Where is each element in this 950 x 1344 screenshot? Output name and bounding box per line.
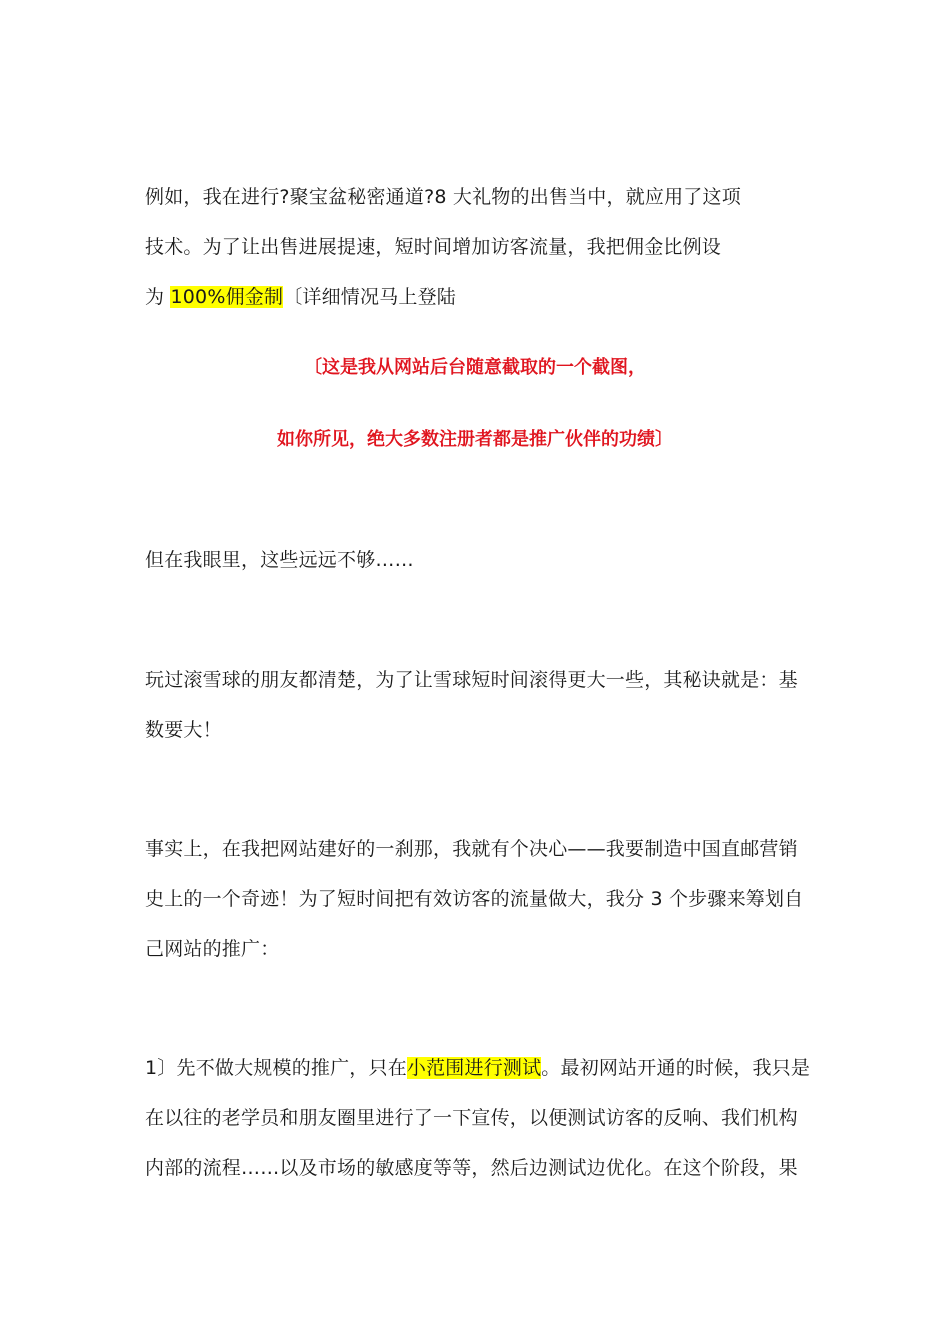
text-line: 史上的一个奇迹！为了短时间把有效访客的流量做大，我分 3 个步骤来筹划自: [145, 888, 804, 910]
text-line: [145, 1043, 813, 1093]
screenshot-caption-line-2: 如你所见，绝大多数注册者都是推广伙伴的功绩〕: [277, 429, 673, 450]
paragraph-snowball: [145, 655, 813, 755]
text-segment: 1〕先不做大规模的推广，只在: [145, 1057, 407, 1079]
text-line: 己网站的推广：: [145, 938, 280, 960]
text-line: 例如，我在进行?聚宝盆秘密通道?8 大礼物的出售当中，就应用了这项: [145, 186, 741, 208]
text-segment: 。最初网站开通的时候，我只是: [541, 1057, 811, 1079]
text-line: 内部的流程……以及市场的敏感度等等，然后边测试边优化。在这个阶段，果: [145, 1157, 798, 1179]
paragraph-commission: [145, 172, 813, 322]
paragraph-determination: [145, 824, 813, 974]
paragraph-not-enough: [145, 535, 813, 585]
text-segment: 〔详细情况马上登陆: [283, 286, 456, 308]
text-line: 数要大！: [145, 719, 222, 741]
highlighted-text: 100%佣金制: [170, 286, 284, 308]
text-line: 但在我眼里，这些远远不够……: [145, 549, 414, 571]
text-line: 在以往的老学员和朋友圈里进行了一下宣传，以便测试访客的反响、我们机构: [145, 1107, 798, 1129]
text-line: 事实上，在我把网站建好的一刹那，我就有个决心——我要制造中国直邮营销: [145, 838, 798, 860]
text-line: 技术。为了让出售进展提速，短时间增加访客流量，我把佣金比例设: [145, 236, 722, 258]
highlighted-text: 小范围进行测试: [406, 1057, 542, 1079]
text-line: [145, 272, 813, 322]
paragraph-step-1: [145, 1043, 813, 1193]
text-segment: 为: [145, 286, 171, 308]
screenshot-caption-line-1: 〔这是我从网站后台随意截取的一个截图，: [304, 357, 646, 378]
text-line: 玩过滚雪球的朋友都清楚，为了让雪球短时间滚得更大一些，其秘诀就是：基: [145, 669, 798, 691]
